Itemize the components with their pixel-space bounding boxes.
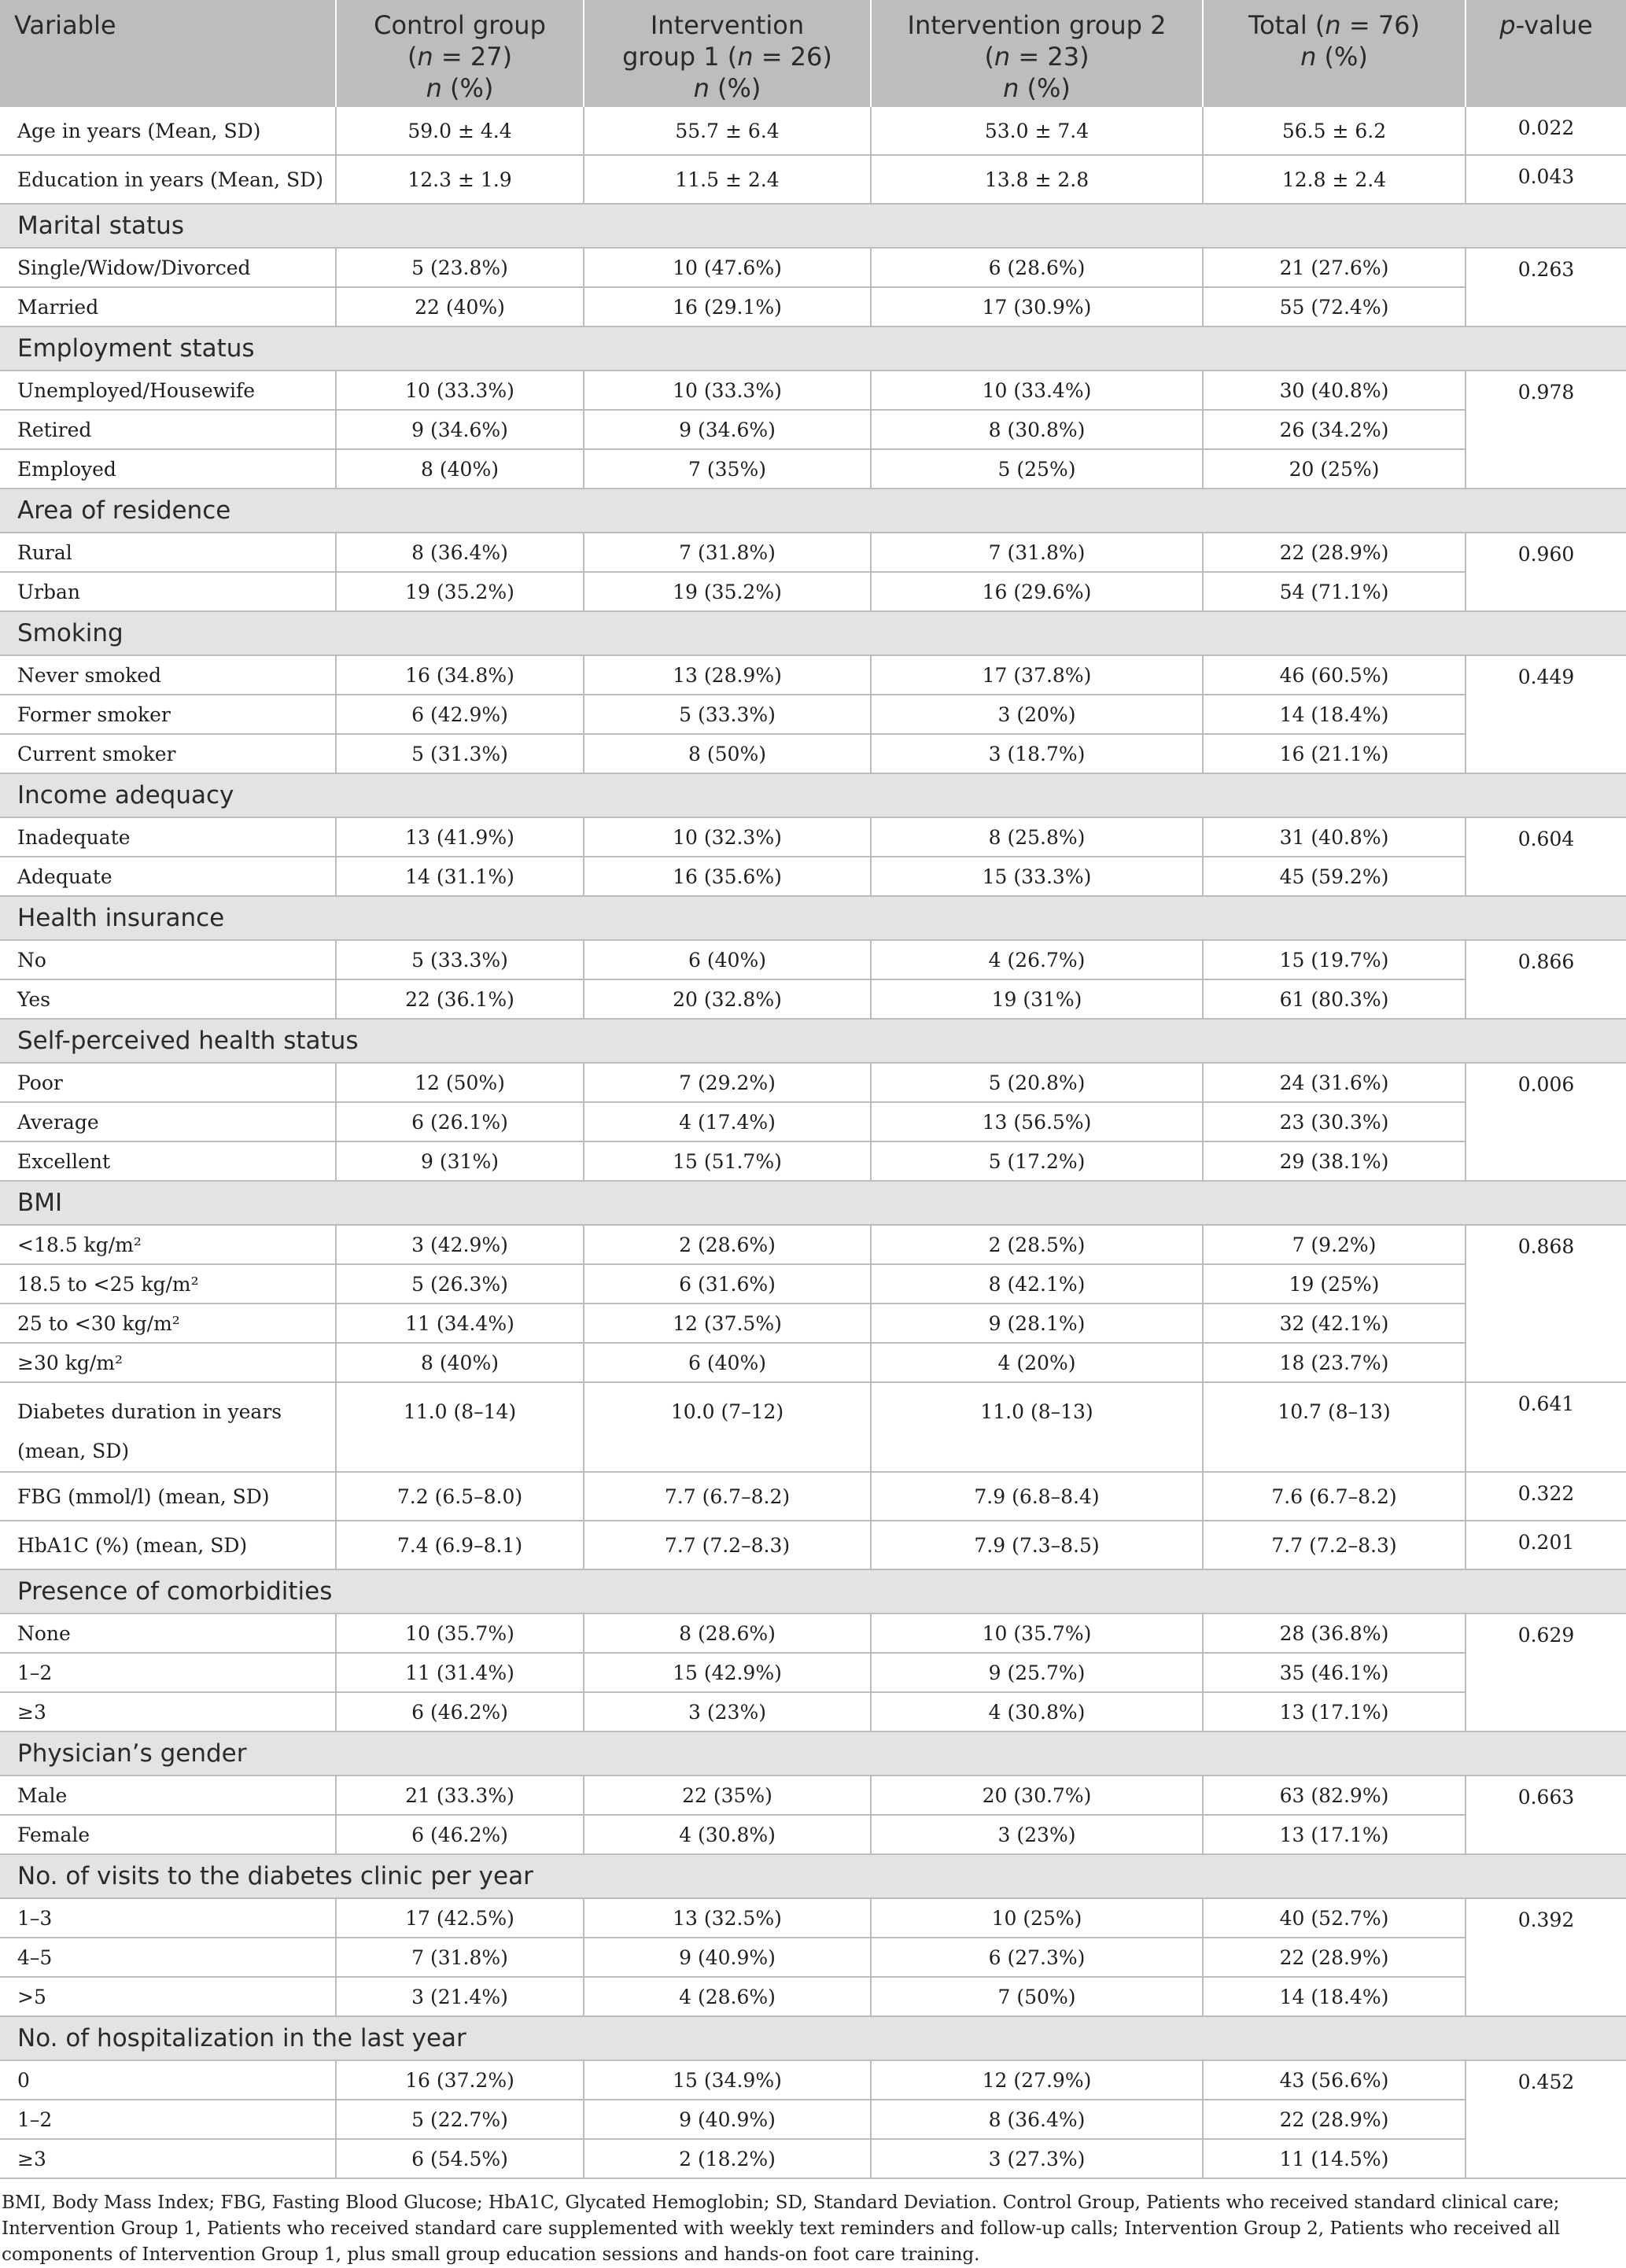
cell-total: 19 (25%)	[1203, 1264, 1466, 1304]
row-label: Married	[0, 287, 336, 326]
cell-control-group: 8 (40%)	[336, 1343, 584, 1382]
cell-intervention-group-1: 2 (28.6%)	[584, 1225, 871, 1264]
section-title: Presence of comorbidities	[0, 1569, 1626, 1613]
table-row	[0, 1102, 1626, 1141]
header-intervention-group-2	[871, 0, 1203, 107]
cell-control-group: 16 (37.2%)	[336, 2060, 584, 2100]
section-header-row	[0, 2016, 1626, 2060]
cell-intervention-group-2: 8 (36.4%)	[871, 2100, 1203, 2139]
cell-intervention-group-1: 15 (51.7%)	[584, 1141, 871, 1181]
cell-intervention-group-2: 13 (56.5%)	[871, 1102, 1203, 1141]
table-row	[0, 572, 1626, 611]
cell-control-group: 21 (33.3%)	[336, 1776, 584, 1815]
cell-control-group: 5 (26.3%)	[336, 1264, 584, 1304]
cell-intervention-group-1: 8 (28.6%)	[584, 1613, 871, 1653]
cell-intervention-group-1: 8 (50%)	[584, 734, 871, 773]
cell-intervention-group-1: 11.5 ± 2.4	[584, 155, 871, 204]
table-row	[0, 1938, 1626, 1977]
cell-intervention-group-1: 7 (31.8%)	[584, 533, 871, 572]
cell-intervention-group-2: 7.9 (7.3–8.5)	[871, 1521, 1203, 1569]
cell-control-group: 17 (42.5%)	[336, 1898, 584, 1938]
cell-total: 26 (34.2%)	[1203, 410, 1466, 449]
cell-intervention-group-1: 55.7 ± 6.4	[584, 107, 871, 155]
cell-total: 7.7 (7.2–8.3)	[1203, 1521, 1466, 1569]
cell-total: 13 (17.1%)	[1203, 1815, 1466, 1854]
section-header-row	[0, 1019, 1626, 1063]
cell-intervention-group-2: 10 (25%)	[871, 1898, 1203, 1938]
row-label: Employed	[0, 449, 336, 489]
row-label: 0	[0, 2060, 336, 2100]
cell-control-group: 19 (35.2%)	[336, 572, 584, 611]
table-row	[0, 1898, 1626, 1938]
cell-total: 61 (80.3%)	[1203, 979, 1466, 1019]
table-row	[0, 287, 1626, 326]
header-total	[1203, 0, 1466, 107]
table-row	[0, 1521, 1626, 1569]
cell-total: 31 (40.8%)	[1203, 817, 1466, 857]
cell-intervention-group-1: 4 (30.8%)	[584, 1815, 871, 1854]
cell-control-group: 8 (40%)	[336, 449, 584, 489]
cell-total: 40 (52.7%)	[1203, 1898, 1466, 1938]
section-header-row	[0, 896, 1626, 940]
cell-intervention-group-2: 7 (50%)	[871, 1977, 1203, 2016]
row-label: >5	[0, 1977, 336, 2016]
row-label: Never smoked	[0, 655, 336, 695]
cell-control-group: 6 (42.9%)	[336, 695, 584, 734]
cell-control-group: 5 (22.7%)	[336, 2100, 584, 2139]
section-header-row	[0, 1854, 1626, 1898]
cell-total: 11 (14.5%)	[1203, 2139, 1466, 2178]
cell-intervention-group-2: 3 (20%)	[871, 695, 1203, 734]
row-label: ≥3	[0, 2139, 336, 2178]
row-label: 1–2	[0, 2100, 336, 2139]
section-title: Marital status	[0, 204, 1626, 248]
table-row	[0, 817, 1626, 857]
table-row	[0, 1304, 1626, 1343]
cell-total: 56.5 ± 6.2	[1203, 107, 1466, 155]
row-label: Unemployed/Housewife	[0, 371, 336, 410]
section-header-row	[0, 326, 1626, 371]
header-line: Intervention group 2	[907, 10, 1167, 40]
cell-intervention-group-1: 16 (35.6%)	[584, 857, 871, 896]
cell-p-value: 0.641	[1466, 1382, 1626, 1472]
cell-p-value: 0.006	[1466, 1063, 1626, 1181]
cell-total: 22 (28.9%)	[1203, 1938, 1466, 1977]
cell-control-group: 3 (21.4%)	[336, 1977, 584, 2016]
cell-control-group: 9 (34.6%)	[336, 410, 584, 449]
table-row	[0, 248, 1626, 287]
cell-total: 43 (56.6%)	[1203, 2060, 1466, 2100]
cell-total: 35 (46.1%)	[1203, 1653, 1466, 1692]
table-row	[0, 857, 1626, 896]
cell-intervention-group-1: 7 (35%)	[584, 449, 871, 489]
cell-intervention-group-2: 3 (18.7%)	[871, 734, 1203, 773]
row-label: Excellent	[0, 1141, 336, 1181]
cell-control-group: 10 (33.3%)	[336, 371, 584, 410]
table-row	[0, 1613, 1626, 1653]
row-label: Yes	[0, 979, 336, 1019]
cell-control-group: 5 (23.8%)	[336, 248, 584, 287]
cell-intervention-group-1: 7.7 (6.7–8.2)	[584, 1472, 871, 1521]
cell-control-group: 7 (31.8%)	[336, 1938, 584, 1977]
section-header-row	[0, 1731, 1626, 1776]
cell-intervention-group-2: 3 (23%)	[871, 1815, 1203, 1854]
header-line: Intervention	[650, 10, 805, 40]
cell-intervention-group-1: 5 (33.3%)	[584, 695, 871, 734]
cell-control-group: 5 (33.3%)	[336, 940, 584, 979]
cell-intervention-group-1: 10.0 (7–12)	[584, 1382, 871, 1472]
header-p-value	[1466, 0, 1626, 107]
table-row	[0, 1977, 1626, 2016]
table-row	[0, 979, 1626, 1019]
cell-control-group: 12 (50%)	[336, 1063, 584, 1102]
cell-intervention-group-2: 5 (25%)	[871, 449, 1203, 489]
cell-total: 22 (28.9%)	[1203, 2100, 1466, 2139]
cell-p-value: 0.322	[1466, 1472, 1626, 1521]
cell-intervention-group-2: 16 (29.6%)	[871, 572, 1203, 611]
cell-control-group: 22 (40%)	[336, 287, 584, 326]
row-label: ≥30 kg/m²	[0, 1343, 336, 1382]
row-label: Former smoker	[0, 695, 336, 734]
cell-p-value: 0.604	[1466, 817, 1626, 896]
header-line: (n = 23)	[984, 42, 1090, 72]
cell-control-group: 11.0 (8–14)	[336, 1382, 584, 1472]
table-row	[0, 1141, 1626, 1181]
header-intervention-group-1	[584, 0, 871, 107]
cell-control-group: 22 (36.1%)	[336, 979, 584, 1019]
cell-intervention-group-2: 6 (27.3%)	[871, 1938, 1203, 1977]
cell-control-group: 10 (35.7%)	[336, 1613, 584, 1653]
cell-intervention-group-2: 7 (31.8%)	[871, 533, 1203, 572]
cell-total: 15 (19.7%)	[1203, 940, 1466, 979]
cell-intervention-group-2: 6 (28.6%)	[871, 248, 1203, 287]
row-label: 18.5 to <25 kg/m²	[0, 1264, 336, 1304]
cell-intervention-group-2: 5 (17.2%)	[871, 1141, 1203, 1181]
section-header-row	[0, 1569, 1626, 1613]
cell-total: 28 (36.8%)	[1203, 1613, 1466, 1653]
cell-intervention-group-2: 12 (27.9%)	[871, 2060, 1203, 2100]
cell-intervention-group-2: 5 (20.8%)	[871, 1063, 1203, 1102]
cell-intervention-group-2: 19 (31%)	[871, 979, 1203, 1019]
cell-intervention-group-1: 4 (28.6%)	[584, 1977, 871, 2016]
cell-intervention-group-2: 17 (37.8%)	[871, 655, 1203, 695]
cell-p-value: 0.868	[1466, 1225, 1626, 1382]
row-label: 25 to <30 kg/m²	[0, 1304, 336, 1343]
cell-p-value: 0.201	[1466, 1521, 1626, 1569]
row-label: Current smoker	[0, 734, 336, 773]
header-line: group 1 (n = 26)	[622, 42, 832, 72]
cell-intervention-group-2: 15 (33.3%)	[871, 857, 1203, 896]
cell-total: 20 (25%)	[1203, 449, 1466, 489]
cell-intervention-group-2: 20 (30.7%)	[871, 1776, 1203, 1815]
cell-intervention-group-2: 8 (42.1%)	[871, 1264, 1203, 1304]
cell-total: 55 (72.4%)	[1203, 287, 1466, 326]
cell-intervention-group-1: 15 (42.9%)	[584, 1653, 871, 1692]
table-row	[0, 734, 1626, 773]
section-title: Physician’s gender	[0, 1731, 1626, 1776]
header-line: p-value	[1499, 10, 1593, 40]
cell-intervention-group-2: 17 (30.9%)	[871, 287, 1203, 326]
cell-control-group: 8 (36.4%)	[336, 533, 584, 572]
cell-p-value: 0.629	[1466, 1613, 1626, 1731]
cell-intervention-group-1: 10 (47.6%)	[584, 248, 871, 287]
cell-intervention-group-1: 20 (32.8%)	[584, 979, 871, 1019]
cell-intervention-group-2: 53.0 ± 7.4	[871, 107, 1203, 155]
cell-intervention-group-1: 10 (32.3%)	[584, 817, 871, 857]
cell-p-value: 0.022	[1466, 107, 1626, 155]
cell-total: 54 (71.1%)	[1203, 572, 1466, 611]
cell-total: 13 (17.1%)	[1203, 1692, 1466, 1731]
table-row	[0, 2139, 1626, 2178]
row-label: Male	[0, 1776, 336, 1815]
header-line: n (%)	[1003, 73, 1071, 103]
cell-total: 32 (42.1%)	[1203, 1304, 1466, 1343]
cell-total: 30 (40.8%)	[1203, 371, 1466, 410]
cell-intervention-group-1: 6 (40%)	[584, 940, 871, 979]
cell-control-group: 6 (54.5%)	[336, 2139, 584, 2178]
row-label: ≥3	[0, 1692, 336, 1731]
row-label: Poor	[0, 1063, 336, 1102]
table-row	[0, 1225, 1626, 1264]
cell-intervention-group-1: 7 (29.2%)	[584, 1063, 871, 1102]
table-row	[0, 655, 1626, 695]
cell-intervention-group-2: 11.0 (8–13)	[871, 1382, 1203, 1472]
table-row	[0, 1653, 1626, 1692]
table-row	[0, 533, 1626, 572]
table-row	[0, 1343, 1626, 1382]
section-title: Self-perceived health status	[0, 1019, 1626, 1063]
header-variable	[0, 0, 336, 107]
row-label: <18.5 kg/m²	[0, 1225, 336, 1264]
table-row	[0, 1815, 1626, 1854]
row-label: FBG (mmol/l) (mean, SD)	[0, 1472, 336, 1521]
cell-control-group: 6 (46.2%)	[336, 1815, 584, 1854]
table-row	[0, 1692, 1626, 1731]
cell-control-group: 14 (31.1%)	[336, 857, 584, 896]
row-label: No	[0, 940, 336, 979]
cell-intervention-group-1: 9 (34.6%)	[584, 410, 871, 449]
section-title: No. of hospitalization in the last year	[0, 2016, 1626, 2060]
cell-intervention-group-1: 12 (37.5%)	[584, 1304, 871, 1343]
cell-p-value: 0.960	[1466, 533, 1626, 611]
table-row	[0, 940, 1626, 979]
cell-p-value: 0.449	[1466, 655, 1626, 773]
cell-intervention-group-1: 6 (40%)	[584, 1343, 871, 1382]
cell-control-group: 13 (41.9%)	[336, 817, 584, 857]
table-row	[0, 107, 1626, 155]
table-row	[0, 1472, 1626, 1521]
row-label: Diabetes duration in years (mean, SD)	[0, 1382, 336, 1472]
cell-control-group: 5 (31.3%)	[336, 734, 584, 773]
cell-control-group: 3 (42.9%)	[336, 1225, 584, 1264]
cell-p-value: 0.663	[1466, 1776, 1626, 1854]
cell-total: 21 (27.6%)	[1203, 248, 1466, 287]
header-line: n (%)	[426, 73, 494, 103]
table-row	[0, 410, 1626, 449]
cell-total: 7 (9.2%)	[1203, 1225, 1466, 1264]
table-row	[0, 2100, 1626, 2139]
cell-intervention-group-2: 10 (33.4%)	[871, 371, 1203, 410]
row-label: Retired	[0, 410, 336, 449]
table-row	[0, 1264, 1626, 1304]
section-title: Employment status	[0, 326, 1626, 371]
cell-total: 10.7 (8–13)	[1203, 1382, 1466, 1472]
cell-control-group: 12.3 ± 1.9	[336, 155, 584, 204]
section-title: Health insurance	[0, 896, 1626, 940]
cell-intervention-group-2: 8 (30.8%)	[871, 410, 1203, 449]
header-line: Total (n = 76)	[1248, 10, 1421, 40]
header-line: Control group	[374, 10, 546, 40]
table-body	[0, 107, 1626, 2178]
header-line: (n = 27)	[407, 42, 513, 72]
table-row	[0, 1382, 1626, 1472]
cell-total: 14 (18.4%)	[1203, 1977, 1466, 2016]
cell-total: 14 (18.4%)	[1203, 695, 1466, 734]
cell-intervention-group-2: 8 (25.8%)	[871, 817, 1203, 857]
row-label: HbA1C (%) (mean, SD)	[0, 1521, 336, 1569]
cell-intervention-group-2: 10 (35.7%)	[871, 1613, 1203, 1653]
cell-intervention-group-2: 3 (27.3%)	[871, 2139, 1203, 2178]
cell-total: 63 (82.9%)	[1203, 1776, 1466, 1815]
header-control-group	[336, 0, 584, 107]
table-row	[0, 1776, 1626, 1815]
cell-intervention-group-1: 16 (29.1%)	[584, 287, 871, 326]
cell-total: 24 (31.6%)	[1203, 1063, 1466, 1102]
row-label: 4–5	[0, 1938, 336, 1977]
cell-p-value: 0.452	[1466, 2060, 1626, 2178]
row-label: Single/Widow/Divorced	[0, 248, 336, 287]
header-row	[0, 0, 1626, 107]
row-label: Education in years (Mean, SD)	[0, 155, 336, 204]
section-header-row	[0, 204, 1626, 248]
section-header-row	[0, 489, 1626, 533]
cell-p-value: 0.392	[1466, 1898, 1626, 2016]
cell-total: 45 (59.2%)	[1203, 857, 1466, 896]
cell-intervention-group-2: 4 (20%)	[871, 1343, 1203, 1382]
cell-p-value: 0.978	[1466, 371, 1626, 489]
cell-intervention-group-1: 19 (35.2%)	[584, 572, 871, 611]
row-label: Female	[0, 1815, 336, 1854]
cell-intervention-group-2: 4 (30.8%)	[871, 1692, 1203, 1731]
section-header-row	[0, 1181, 1626, 1225]
table-footnote: BMI, Body Mass Index; FBG, Fasting Blood Glucose; HbA1C, Glycated Hemoglobin; SD, Standard Deviation. Control Group, Patients who received standard clinical care; Intervention Group 1, Patients who received standard care supplemented with weekly text reminders and follow-up calls; Intervention Group 2, Patients who received all components of Intervention Group 1, plus small group education sessions and hands-on foot care training.	[2, 2192, 1561, 2265]
table-row	[0, 695, 1626, 734]
cell-control-group: 11 (31.4%)	[336, 1653, 584, 1692]
table-header	[0, 0, 1626, 107]
table-row	[0, 155, 1626, 204]
cell-total: 23 (30.3%)	[1203, 1102, 1466, 1141]
cell-intervention-group-2: 9 (25.7%)	[871, 1653, 1203, 1692]
row-label: None	[0, 1613, 336, 1653]
cell-intervention-group-2: 13.8 ± 2.8	[871, 155, 1203, 204]
cell-intervention-group-2: 4 (26.7%)	[871, 940, 1203, 979]
cell-p-value: 0.263	[1466, 248, 1626, 326]
cell-p-value: 0.043	[1466, 155, 1626, 204]
header-variable-label: Variable	[14, 10, 116, 40]
cell-intervention-group-1: 13 (32.5%)	[584, 1898, 871, 1938]
cell-intervention-group-2: 9 (28.1%)	[871, 1304, 1203, 1343]
cell-total: 46 (60.5%)	[1203, 655, 1466, 695]
cell-intervention-group-1: 3 (23%)	[584, 1692, 871, 1731]
section-title: Area of residence	[0, 489, 1626, 533]
cell-intervention-group-1: 15 (34.9%)	[584, 2060, 871, 2100]
section-title: Smoking	[0, 611, 1626, 655]
section-title: BMI	[0, 1181, 1626, 1225]
table-row	[0, 371, 1626, 410]
cell-p-value: 0.866	[1466, 940, 1626, 1019]
section-title: Income adequacy	[0, 773, 1626, 817]
cell-control-group: 7.2 (6.5–8.0)	[336, 1472, 584, 1521]
row-label: Inadequate	[0, 817, 336, 857]
header-line: n (%)	[1300, 42, 1368, 72]
cell-intervention-group-2: 2 (28.5%)	[871, 1225, 1203, 1264]
cell-control-group: 16 (34.8%)	[336, 655, 584, 695]
cell-intervention-group-1: 22 (35%)	[584, 1776, 871, 1815]
cell-intervention-group-1: 13 (28.9%)	[584, 655, 871, 695]
cell-intervention-group-1: 2 (18.2%)	[584, 2139, 871, 2178]
cell-intervention-group-2: 7.9 (6.8–8.4)	[871, 1472, 1203, 1521]
cell-intervention-group-1: 9 (40.9%)	[584, 2100, 871, 2139]
cell-control-group: 7.4 (6.9–8.1)	[336, 1521, 584, 1569]
cell-total: 16 (21.1%)	[1203, 734, 1466, 773]
cell-total: 22 (28.9%)	[1203, 533, 1466, 572]
table-row	[0, 449, 1626, 489]
cell-total: 12.8 ± 2.4	[1203, 155, 1466, 204]
cell-intervention-group-1: 7.7 (7.2–8.3)	[584, 1521, 871, 1569]
section-title: No. of visits to the diabetes clinic per year	[0, 1854, 1626, 1898]
row-label: Age in years (Mean, SD)	[0, 107, 336, 155]
cell-total: 7.6 (6.7–8.2)	[1203, 1472, 1466, 1521]
section-header-row	[0, 611, 1626, 655]
row-label: Adequate	[0, 857, 336, 896]
cell-control-group: 59.0 ± 4.4	[336, 107, 584, 155]
cell-control-group: 9 (31%)	[336, 1141, 584, 1181]
cell-control-group: 11 (34.4%)	[336, 1304, 584, 1343]
cell-intervention-group-1: 10 (33.3%)	[584, 371, 871, 410]
row-label: Rural	[0, 533, 336, 572]
cell-total: 29 (38.1%)	[1203, 1141, 1466, 1181]
cell-total: 18 (23.7%)	[1203, 1343, 1466, 1382]
row-label: 1–3	[0, 1898, 336, 1938]
table-row	[0, 1063, 1626, 1102]
table-row	[0, 2060, 1626, 2100]
header-line: n (%)	[693, 73, 761, 103]
cell-intervention-group-1: 4 (17.4%)	[584, 1102, 871, 1141]
cell-intervention-group-1: 6 (31.6%)	[584, 1264, 871, 1304]
row-label: Average	[0, 1102, 336, 1141]
cell-control-group: 6 (46.2%)	[336, 1692, 584, 1731]
cell-intervention-group-1: 9 (40.9%)	[584, 1938, 871, 1977]
row-label: Urban	[0, 572, 336, 611]
cell-control-group: 6 (26.1%)	[336, 1102, 584, 1141]
row-label: 1–2	[0, 1653, 336, 1692]
section-header-row	[0, 773, 1626, 817]
